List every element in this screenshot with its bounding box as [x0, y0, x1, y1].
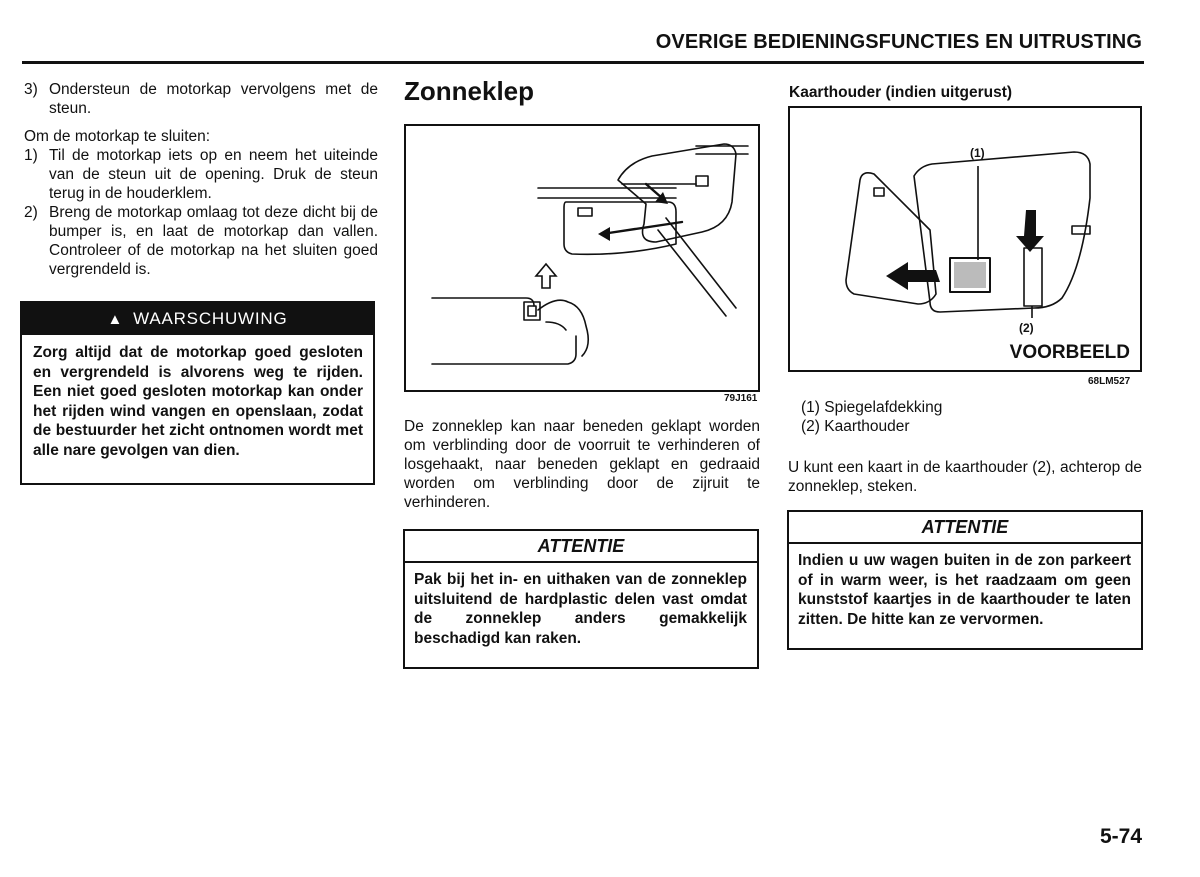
right-column-heading	[789, 84, 1143, 102]
attention-text: Pak bij het in- en uithaken van de zonneklep uitsluitend de hardplastic delen vast omdat de zonneklep anders gemakkelijk beschadigd kan raken.	[414, 571, 747, 647]
warning-triangle-icon: ▲	[107, 310, 124, 328]
example-label: VOORBEELD	[1009, 342, 1130, 363]
step-number: 1)	[24, 147, 38, 164]
section-header: OVERIGE BEDIENINGSFUNCTIES EN UITRUSTING	[655, 31, 1142, 53]
sun-visor-description	[404, 417, 760, 512]
sun-visor-figure	[404, 124, 760, 392]
step-text: Breng de motorkap omlaag tot deze dicht bij de bumper is, en laat de motorkap dan vallen. Controleer of de motorkap na het sluiten goed vergrendeld is.	[49, 204, 378, 278]
middle-column	[404, 76, 760, 107]
map-holder-legend	[801, 398, 1141, 436]
warning-title: WAARSCHUWING	[133, 309, 288, 328]
description-text: De zonneklep kan naar beneden geklapt worden om verblinding door de voorruit te verhinderen of losgehaakt, naar beneden geklapt en gedraaid worden om verblinding door de zijruit te verhinderen.	[404, 418, 760, 511]
section-title-zonneklep: Zonneklep	[404, 76, 535, 106]
map-holder-description	[788, 458, 1142, 496]
figure-code: 68LM527	[1088, 376, 1131, 387]
step-3	[24, 80, 378, 118]
close-step-1	[24, 146, 378, 203]
step-number: 3)	[24, 81, 38, 98]
legend-item: (1) Spiegelafdekking	[801, 399, 943, 416]
warning-text: Zorg altijd dat de motorkap goed gesloten en vergrendeld is alvorens weg te rijden. Een niet goed gesloten motorkap kan onder het rijden wind vangen en openslaan, zodat de bestuurder het zicht ontnomen wordt met alle nare gevolgen van dien.	[33, 344, 363, 459]
attention-box-visor	[403, 529, 759, 669]
sun-visor-illustration	[406, 126, 758, 390]
step-text: Til de motorkap iets op en neem het uiteinde van de steun uit de opening. Druk de steun terug in de houderklem.	[49, 147, 378, 202]
warning-header	[22, 303, 373, 335]
attention-title: ATTENTIE	[405, 531, 757, 563]
attention-title: ATTENTIE	[789, 512, 1141, 544]
map-holder-figure	[788, 106, 1142, 372]
attention-text: Indien u uw wagen buiten in de zon parkeert of in warm weer, is het raadzaam om geen kunststof kaartjes in de kaarthouder te laten zitten. De hitte kan ze vervormen.	[798, 552, 1131, 628]
map-holder-illustration	[790, 118, 1140, 318]
step-number: 2)	[24, 204, 38, 221]
figure-code: 79J161	[724, 393, 758, 404]
warning-box	[20, 301, 375, 485]
left-column	[24, 80, 378, 279]
callout-label-1: (1)	[970, 146, 985, 160]
attention-box-map-holder	[787, 510, 1143, 650]
close-intro: Om de motorkap te sluiten:	[24, 128, 211, 145]
legend-item: (2) Kaarthouder	[801, 418, 910, 435]
step-text: Ondersteun de motorkap vervolgens met de steun.	[49, 81, 378, 117]
close-step-2	[24, 203, 378, 279]
page-number: 5-74	[1099, 825, 1142, 848]
callout-label-2: (2)	[1019, 321, 1034, 335]
section-title-kaarthouder: Kaarthouder (indien uitgerust)	[789, 84, 1013, 101]
description-text: U kunt een kaart in de kaarthouder (2), achterop de zonneklep, steken.	[788, 459, 1142, 495]
header-rule	[22, 61, 1144, 64]
